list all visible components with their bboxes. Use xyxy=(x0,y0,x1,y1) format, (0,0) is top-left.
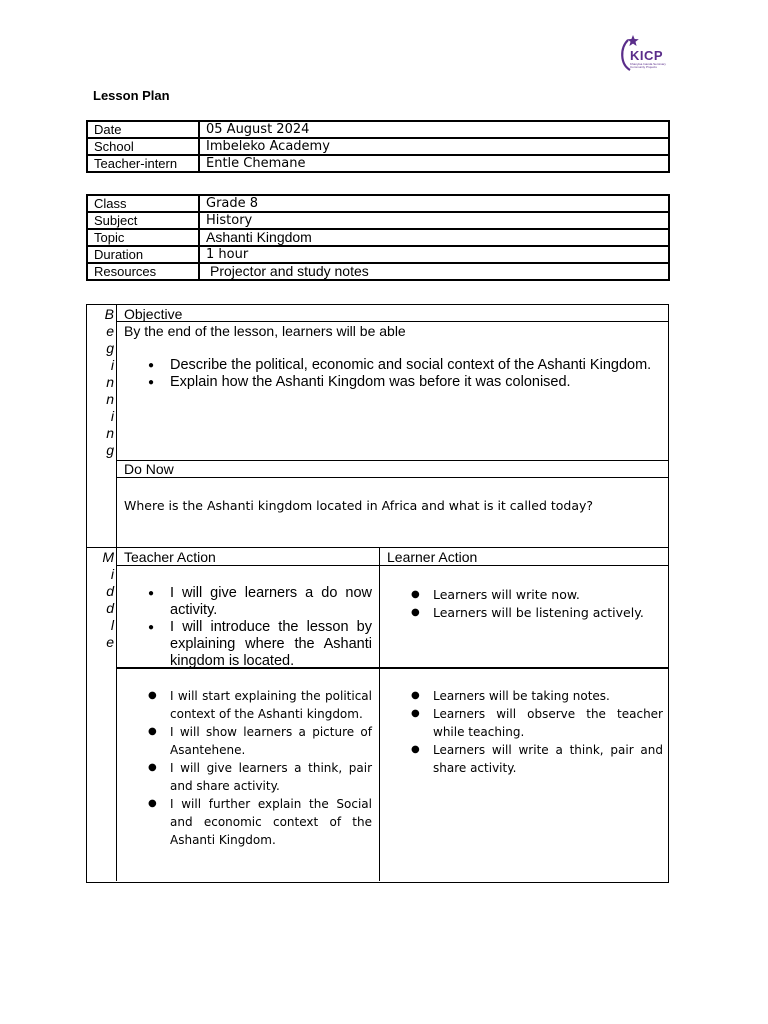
do-now-question: Where is the Ashanti kingdom located in Africa and what is it called today? xyxy=(124,498,594,513)
list-item: ● Explain how the Ashanti Kingdom was before it was colonised. xyxy=(124,374,662,391)
divider xyxy=(116,321,669,322)
teacher-action-heading: Teacher Action xyxy=(124,549,216,565)
row-label: Date xyxy=(87,121,199,138)
divider xyxy=(116,565,669,566)
list-item: ● Learners will write now. xyxy=(387,586,663,604)
table-row xyxy=(87,138,669,155)
row-label: Duration xyxy=(87,246,199,263)
table-row xyxy=(87,229,669,246)
list-item: ● Learners will write a think, pair and share activity. xyxy=(387,741,663,777)
section-divider xyxy=(87,547,669,548)
row-value: 05 August 2024 xyxy=(199,121,669,138)
row-value: Projector and study notes xyxy=(199,263,669,280)
row-label: Teacher-intern xyxy=(87,155,199,172)
row-value: Entle Chemane xyxy=(199,155,669,172)
beginning-side-label: B e g i n n i n g xyxy=(104,306,114,458)
list-item: ● I will give learners a do now activity. xyxy=(124,585,372,619)
list-item: ● Learners will be listening actively. xyxy=(387,604,663,622)
list-item: ● I will give learners a think, pair and share activity. xyxy=(124,759,372,795)
info-table-class xyxy=(86,194,670,281)
do-now-heading: Do Now xyxy=(124,461,174,477)
info-table-school xyxy=(86,120,670,173)
table-row xyxy=(87,195,669,212)
table-row xyxy=(87,263,669,280)
logo-subtitle: Khanyisa Inanda Seminary Community Projects xyxy=(630,62,666,69)
row-value: Ashanti Kingdom xyxy=(199,229,669,246)
divider xyxy=(116,477,669,478)
row-label: Class xyxy=(87,195,199,212)
learner-actions-list-1 xyxy=(387,586,663,622)
middle-side-label: M i d d l e xyxy=(102,549,114,650)
row-label: Subject xyxy=(87,212,199,229)
table-row xyxy=(87,155,669,172)
list-item: ● Describe the political, economic and social context of the Ashanti Kingdom. xyxy=(124,357,662,374)
kicp-logo xyxy=(616,34,676,74)
learner-actions-list-2 xyxy=(387,687,663,777)
teacher-actions-list-1 xyxy=(124,585,372,670)
table-row xyxy=(87,246,669,263)
list-item: ● I will show learners a picture of Asantehene. xyxy=(124,723,372,759)
learner-action-heading: Learner Action xyxy=(387,549,478,565)
row-label: Topic xyxy=(87,229,199,246)
list-item: ● Learners will be taking notes. xyxy=(387,687,663,705)
list-item: ● I will start explaining the political context of the Ashanti kingdom. xyxy=(124,687,372,723)
row-value: Grade 8 xyxy=(199,195,669,212)
table-row xyxy=(87,212,669,229)
row-label: Resources xyxy=(87,263,199,280)
column-divider xyxy=(379,547,380,881)
row-label: School xyxy=(87,138,199,155)
objective-intro: By the end of the lesson, learners will be able xyxy=(124,323,406,339)
lesson-table xyxy=(86,304,669,883)
page-title: Lesson Plan xyxy=(93,88,170,103)
objective-heading: Objective xyxy=(124,306,183,322)
row-value: History xyxy=(199,212,669,229)
list-item: ● I will introduce the lesson by explaining where the Ashanti kingdom is located. xyxy=(124,619,372,670)
logo-wordmark: KICP xyxy=(630,48,664,63)
teacher-actions-list-2 xyxy=(124,687,372,849)
objective-list xyxy=(124,357,662,391)
list-item: ● Learners will observe the teacher while teaching. xyxy=(387,705,663,741)
row-value: 1 hour xyxy=(199,246,669,263)
table-row xyxy=(87,121,669,138)
list-item: ● I will further explain the Social and economic context of the Ashanti Kingdom. xyxy=(124,795,372,849)
divider xyxy=(116,460,669,461)
row-value: Imbeleko Academy xyxy=(199,138,669,155)
